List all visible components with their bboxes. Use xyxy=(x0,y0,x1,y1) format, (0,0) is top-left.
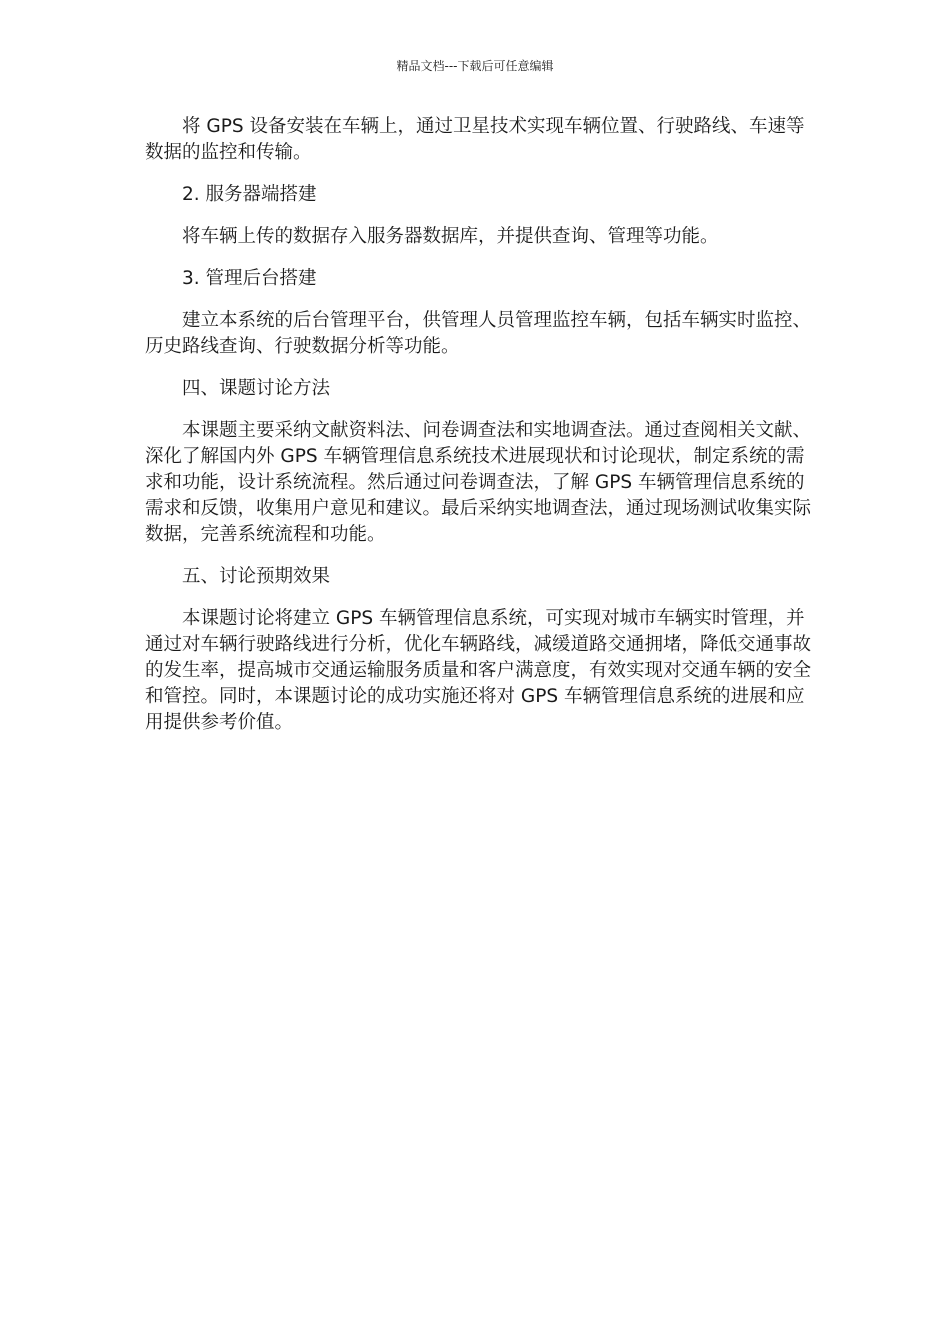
paragraph-admin-backend: 建立本系统的后台管理平台，供管理人员管理监控车辆，包括车辆实时监控、历史路线查询、行驶数据分析等功能。 xyxy=(145,310,812,357)
heading-server-setup: 2. 服务器端搭建 xyxy=(182,184,317,205)
page-header: 精品文档---下载后可任意编辑 xyxy=(396,59,554,73)
paragraph-gps-install: 将 GPS 设备安装在车辆上，通过卫星技术实现车辆位置、行驶路线、车速等数据的监控和传输。 xyxy=(145,116,805,163)
paragraph-expected-results: 本课题讨论将建立 GPS 车辆管理信息系统，可实现对城市车辆实时管理，并通过对车辆行驶路线进行分析，优化车辆路线，减缓道路交通拥堵，降低交通事故的发生率，提高城市交通运输服务质量和客户满意度，有效实现对交通车辆的安全和管控。同时，本课题讨论的成功实施还将对 GPS 车辆管理信息系统的进展和应用提供参考价值。 xyxy=(145,608,812,733)
document-body xyxy=(145,114,815,752)
heading-expected-results: 五、讨论预期效果 xyxy=(182,566,331,587)
paragraph-research-method: 本课题主要采纳文献资料法、问卷调查法和实地调查法。通过查阅相关文献、深化了解国内外 GPS 车辆管理信息系统技术进展现状和讨论现状，制定系统的需求和功能，设计系统流程。然后通过问卷调查法，了解 GPS 车辆管理信息系统的需求和反馈，收集用户意见和建议。最后采纳实地调查法，通过现场测试收集实际数据，完善系统流程和功能。 xyxy=(145,420,812,545)
heading-admin-backend: 3. 管理后台搭建 xyxy=(182,268,317,289)
paragraph-server-setup: 将车辆上传的数据存入服务器数据库，并提供查询、管理等功能。 xyxy=(182,226,719,247)
heading-research-method: 四、课题讨论方法 xyxy=(182,378,331,399)
